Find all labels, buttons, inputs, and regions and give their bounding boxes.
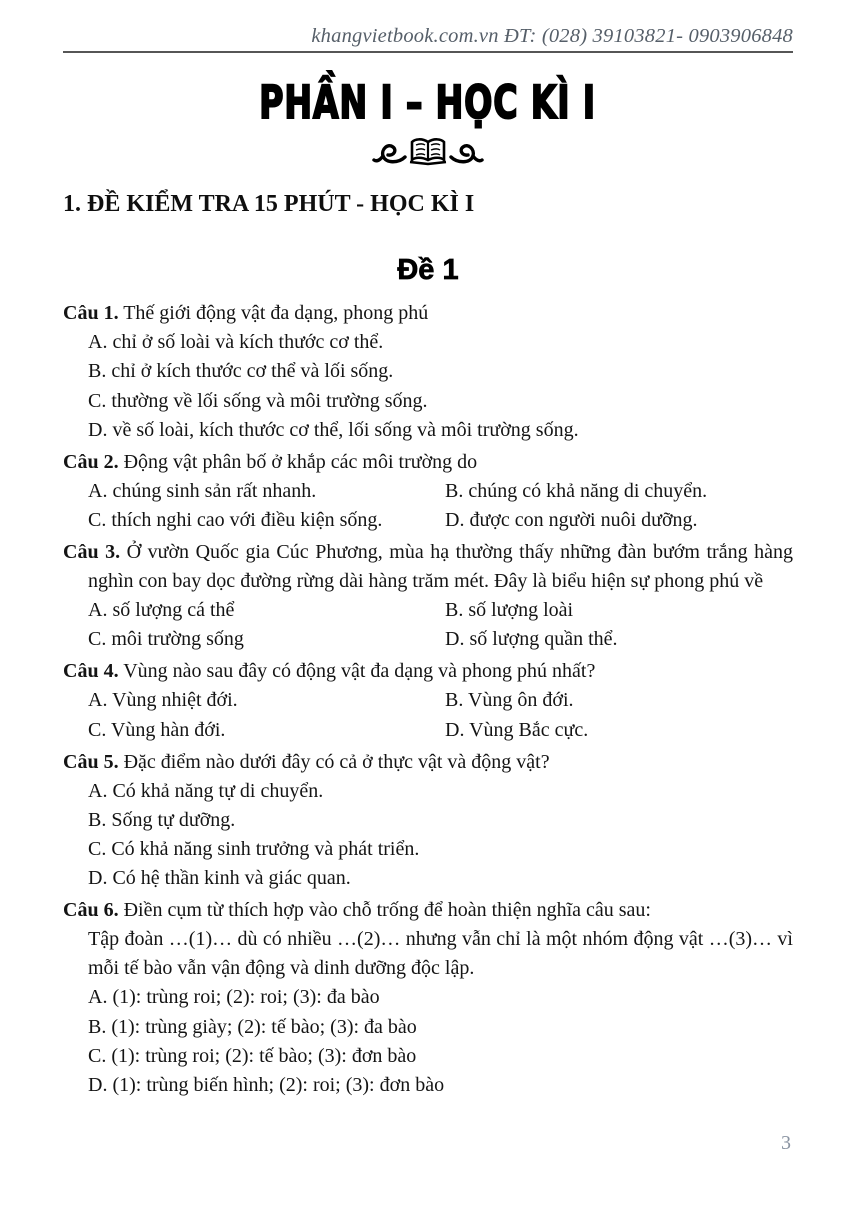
question-2-option-C: C. thích nghi cao với điều kiện sống. [88,508,383,531]
question-6-option-A: A. (1): trùng roi; (2): roi; (3): đa bào [88,986,380,1009]
question-2-label: Câu 2. [63,450,119,473]
question-1-text: Câu 1. Thế giới động vật đa dạng, phong phú [63,302,429,325]
question-2-option-A: A. chúng sinh sản rất nhanh. [88,479,317,502]
ornament-row [63,133,793,171]
question-1-option-C: C. thường về lối sống và môi trường sống. [88,389,428,412]
page-number: 3 [781,1132,791,1154]
question-3-options [88,596,793,654]
question-2-option-D: D. được con người nuôi dưỡng. [445,508,698,531]
open-book-ornament-icon [372,133,484,169]
exam-title: Đề 1 [397,254,459,287]
question-4-options [88,686,793,744]
question-5-text: Câu 5. Đặc điểm nào dưới đây có cả ở thực vật và động vật? [63,750,550,773]
question-6-text: Câu 6. Điền cụm từ thích hợp vào chỗ trống để hoàn thiện nghĩa câu sau: [63,899,651,922]
part-title [63,76,793,129]
question-4 [63,657,793,744]
question-6-fill-sentence: Tập đoàn …(1)… dù có nhiều …(2)… nhưng vẫn chỉ là một nhóm động vật …(3)… vì mỗi tế bào vẫn vận động và dinh dưỡng độc lập. [88,928,793,980]
question-5-option-D: D. Có hệ thần kinh và giác quan. [88,867,351,890]
question-2-options [88,477,793,535]
questions [63,299,793,1100]
question-5-options [88,777,793,893]
question-5-option-A: A. Có khả năng tự di chuyển. [88,779,324,802]
question-6-options [88,983,793,1099]
question-1-options [88,328,793,444]
question-1-option-B: B. chỉ ở kích thước cơ thể và lối sống. [88,360,394,383]
question-4-text: Câu 4. Vùng nào sau đây có động vật đa dạng và phong phú nhất? [63,660,596,683]
question-1-option-A: A. chỉ ở số loài và kích thước cơ thể. [88,331,384,354]
part-title-text: PHẦN I – HỌC KÌ I [259,76,597,129]
question-3 [63,538,793,654]
question-2-option-B: B. chúng có khả năng di chuyển. [445,479,708,502]
question-4-option-B: B. Vùng ôn đới. [445,689,574,712]
question-5 [63,748,793,893]
question-3-option-C: C. môi trường sống [88,628,244,651]
question-3-option-D: D. số lượng quần thể. [445,628,618,651]
question-6-label: Câu 6. [63,899,119,922]
question-6-option-B: B. (1): trùng giày; (2): tế bào; (3): đa bào [88,1015,417,1038]
question-3-label: Câu 3. [63,541,121,563]
question-5-option-B: B. Sống tự dưỡng. [88,808,236,831]
question-6 [63,896,793,1100]
publisher-contact-text: khangvietbook.com.vn ĐT: (028) 39103821- 0903906848 [311,25,793,47]
question-1-option-D: D. về số loài, kích thước cơ thể, lối sống và môi trường sống. [88,418,579,441]
question-6-option-C: C. (1): trùng roi; (2): tế bào; (3): đơn bào [88,1044,417,1067]
page-content [63,0,793,1100]
question-1-label: Câu 1. [63,302,119,325]
page-header [63,0,793,53]
question-6-option-D: D. (1): trùng biến hình; (2): roi; (3): đơn bào [88,1073,445,1096]
question-3-option-A: A. số lượng cá thể [88,599,235,622]
question-4-option-A: A. Vùng nhiệt đới. [88,689,238,712]
question-3-text: Câu 3. Ở vườn Quốc gia Cúc Phương, mùa hạ thường thấy những đàn bướm trắng hàng nghìn con bay dọc đường rừng dài hàng trăm mét. Đây là biểu hiện sự phong phú về [63,541,793,593]
question-4-option-C: C. Vùng hàn đới. [88,718,226,741]
question-4-label: Câu 4. [63,660,119,683]
question-3-option-B: B. số lượng loài [445,599,574,622]
question-5-option-C: C. Có khả năng sinh trưởng và phát triển. [88,837,420,860]
question-2 [63,448,793,535]
section-title: 1. ĐỀ KIỂM TRA 15 PHÚT - HỌC KÌ I [63,191,475,218]
question-2-text: Câu 2. Động vật phân bố ở khắp các môi trường do [63,450,478,473]
question-5-label: Câu 5. [63,750,119,773]
question-4-option-D: D. Vùng Bắc cực. [445,718,589,741]
question-1 [63,299,793,444]
